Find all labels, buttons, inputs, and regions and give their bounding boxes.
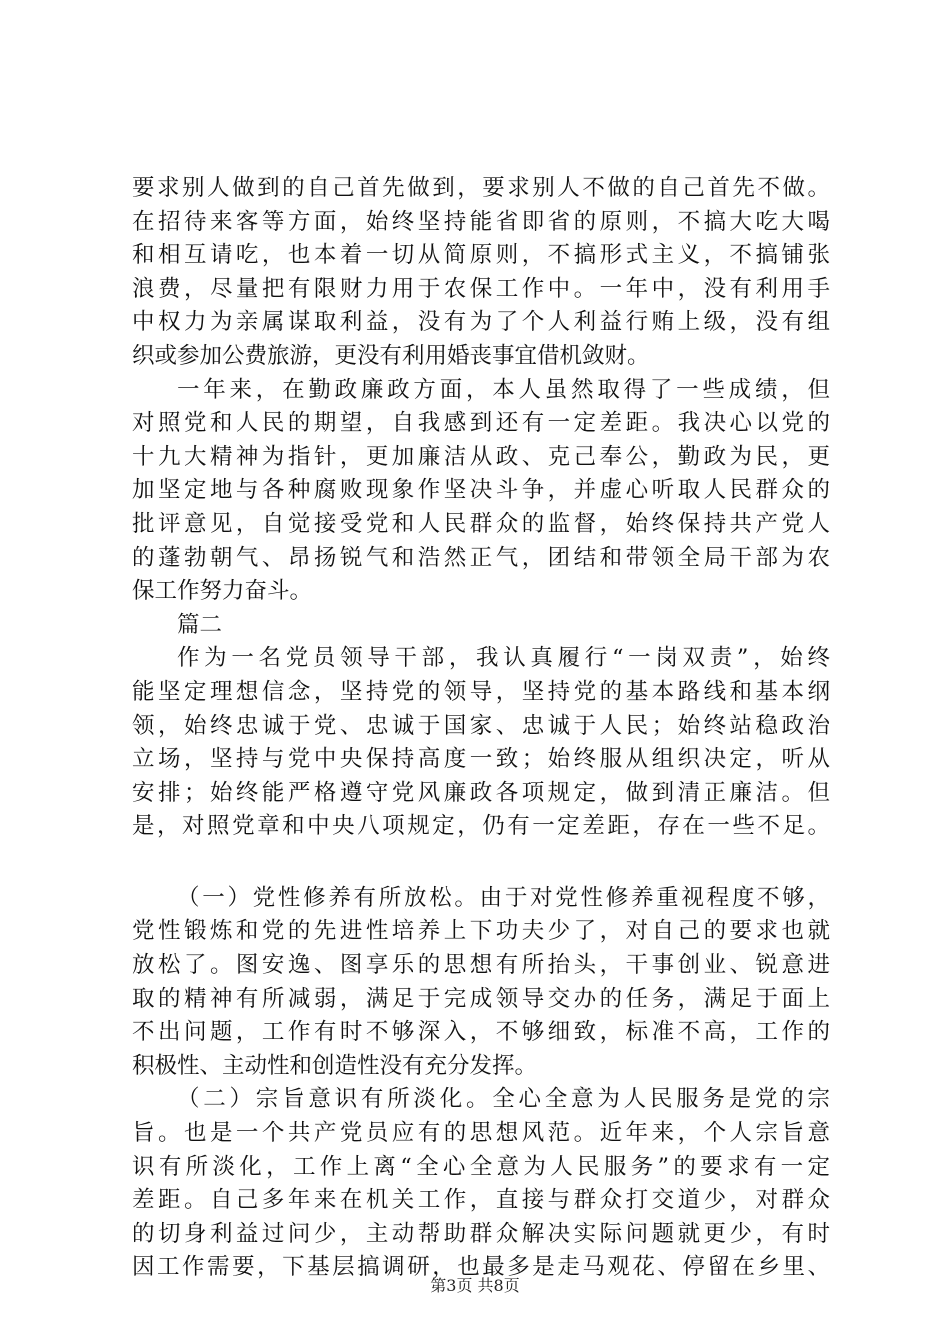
text-line: 浪费，尽量把有限财力用于农保工作中。一年中，没有利用手 (132, 275, 830, 302)
document-body (132, 172, 830, 1285)
text-line: 十九大精神为指针，更加廉洁从政、克己奉公，勤政为民，更 (132, 443, 830, 470)
paragraph (132, 882, 830, 1084)
text-line: 领，始终忠诚于党、忠诚于国家、忠诚于人民；始终站稳政治 (132, 712, 830, 739)
paragraph-gap (132, 844, 830, 882)
paragraph (132, 1083, 830, 1285)
text-line: 安排；始终能严格遵守党风廉政各项规定，做到清正廉洁。但 (132, 779, 830, 806)
text-line: 保工作努力奋斗。 (132, 578, 313, 605)
text-line: 放松了。图安逸、图享乐的思想有所抬头，干事创业、锐意进 (132, 952, 830, 979)
text-line: 不出问题，工作有时不够深入，不够细致，标准不高，工作的 (132, 1019, 830, 1046)
text-line: 织或参加公费旅游，更没有利用婚丧事宜借机敛财。 (132, 342, 650, 369)
text-line: 一年来，在勤政廉政方面，本人虽然取得了一些成绩，但 (177, 376, 830, 403)
text-line: （一）党性修养有所放松。由于对党性修养重视程度不够， (177, 884, 830, 911)
text-line: 是，对照党章和中央八项规定，仍有一定差距，存在一些不足。 (132, 813, 830, 840)
text-line: 差距。自己多年来在机关工作，直接与群众打交道少，对群众 (132, 1187, 830, 1214)
text-line: 识有所淡化，工作上离“全心全意为人民服务”的要求有一定 (132, 1153, 830, 1180)
text-line: 中权力为亲属谋取利益，没有为了个人利益行贿上级，没有组 (132, 309, 830, 336)
section-heading: 篇二 (177, 611, 223, 638)
text-line: 因工作需要，下基层搞调研，也最多是走马观花、停留在乡里、 (132, 1254, 830, 1281)
text-line: 要求别人做到的自己首先做到，要求别人不做的自己首先不做。 (132, 175, 830, 201)
page-number-footer: 第3页 共8页 (430, 1276, 520, 1295)
text-line: 的蓬勃朝气、昂扬锐气和浩然正气，团结和带领全局干部为农 (132, 544, 830, 571)
text-line: 积极性、主动性和创造性没有充分发挥。 (132, 1052, 538, 1079)
text-line: 旨。也是一个共产党员应有的思想风范。近年来，个人宗旨意 (132, 1120, 830, 1147)
paragraph (132, 172, 830, 374)
text-line: 作为一名党员领导干部，我认真履行“一岗双责”，始终 (177, 645, 830, 672)
paragraph (132, 374, 830, 609)
text-line: （二）宗旨意识有所淡化。全心全意为人民服务是党的宗 (177, 1086, 830, 1113)
paragraph (132, 642, 830, 844)
text-line: 立场，坚持与党中央保持高度一致；始终服从组织决定，听从 (132, 746, 830, 773)
text-line: 对照党和人民的期望，自我感到还有一定差距。我决心以党的 (132, 410, 830, 437)
text-line: 加坚定地与各种腐败现象作坚决斗争，并虚心听取人民群众的 (132, 477, 830, 504)
text-line: 批评意见，自觉接受党和人民群众的监督，始终保持共产党人 (132, 510, 830, 537)
text-line: 在招待来客等方面，始终坚持能省即省的原则，不搞大吃大喝 (132, 208, 830, 235)
text-line: 党性锻炼和党的先进性培养上下功夫少了，对自己的要求也就 (132, 918, 830, 945)
text-line: 能坚定理想信念，坚持党的领导，坚持党的基本路线和基本纲 (132, 678, 830, 705)
text-line: 取的精神有所减弱，满足于完成领导交办的任务，满足于面上 (132, 985, 830, 1012)
text-line: 和相互请吃，也本着一切从简原则，不搞形式主义，不搞铺张 (132, 242, 830, 269)
text-line: 的切身利益过问少，主动帮助群众解决实际问题就更少，有时 (132, 1220, 830, 1247)
